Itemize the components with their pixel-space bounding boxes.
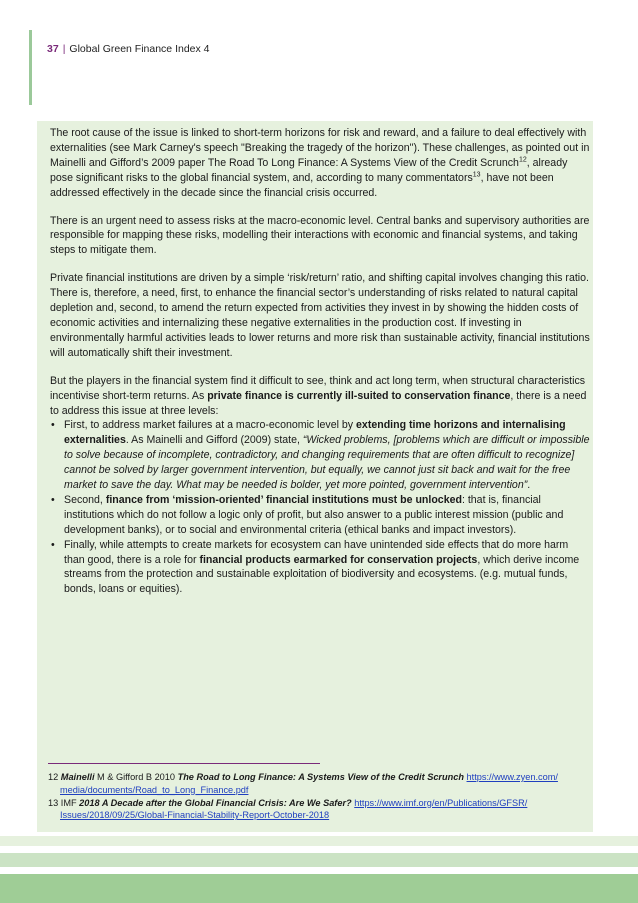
paragraph-3: Private financial institutions are driven by a simple ‘risk/return’ ratio, and shifting capital involves changing this ratio. There is, therefore, a need, first, to enhance the financial sector’s understanding of risks related to natural capital depletion and, second, to amend the return expected from activities they invest in by showing the hidden costs of economic activities and internalizing these negative externalities in the production cost. If investing in environmentally harmful activities leads to lower returns and more risk than sustainable activity, financial institutions will automatically shift their investment. [50,272,590,359]
bullet-item-3 [50,538,590,598]
bullet-3-bold: financial products earmarked for conservation projects [199,553,478,566]
footnote-12 [48,771,593,797]
paragraph-4-bold: private finance is currently ill-suited to conservation finance [207,389,511,402]
bullet-1-bold: extending time horizons and internalising externalities [64,419,566,447]
footer-band-light [0,836,638,846]
paragraph-1 [50,126,590,201]
header-separator: | [62,43,66,55]
footnote-13-link[interactable]: https://www.imf.org/en/Publications/GFSR/ [354,797,528,808]
footnote-12-authors: M & Gifford B 2010 [94,772,178,782]
paragraph-2: There is an urgent need to assess risks at the macro-economic level. Central banks and supervisory authorities are responsible for mapping these risks, modelling their interactions with economic and financial systems, and taking steps to mitigate them. [50,214,590,257]
bullet-icon: • [51,538,55,551]
bullet-2-text-b: : that is, financial institutions which do not follow a logic only of profit, but also answer to a public interest mission (public and development banks), or to social and environmental criteria (ethical banks and impact investors). [64,493,564,536]
bullet-item-1 [50,418,590,493]
page-number: 37 [47,43,59,55]
footnote-ref-12[interactable]: 12 [518,156,527,164]
footnote-12-link[interactable]: https://www.zyen.com/ [466,772,558,782]
footnote-13 [48,797,593,823]
footnote-12-link-cont[interactable]: media/documents/Road_to_Long_Finance.pdf [60,784,249,795]
document-title: Global Green Finance Index 4 [69,43,210,55]
bullet-item-2 [50,493,590,538]
footnote-12-author: Mainelli [60,772,95,782]
footnote-ref-13[interactable]: 13 [472,171,481,179]
paragraph-1-text-c: , have not been addressed effectively in the decade since the financial crisis occurred. [50,171,554,199]
paragraph-1-text-a: The root cause of the issue is linked to short-term horizons for risk and reward, and a failure to deal effectively with externalities (see Mark Carney's speech "Breaking the tragedy of the horizon"). These challenges, as pointed out in Mainelli and Gifford’s 2009 paper The Road To Long Finance: A Systems View of the Credit Scrunch [50,127,590,169]
footnote-13-link-cont[interactable]: Issues/2018/09/25/Global-Financial-Stability-Report-October-2018 [60,810,330,821]
paragraph-4 [50,374,590,419]
footnotes [48,771,593,822]
bullet-3-text-b: , which derive income streams from the protection and sustainable exploitation of biodiversity and ecosystems. (e.g. mutual funds, bonds, loans or equities). [64,553,580,596]
bullet-1-text-c: . [527,479,531,492]
paragraph-4-text-b: , there is a need to address this issue at three levels: [50,389,587,417]
header-accent-bar [29,30,32,105]
bullet-1-text-b: . As Mainelli and Gifford (2009) state, [125,434,303,447]
footnote-13-number: 13 [48,797,59,808]
paragraph-4-text-a: But the players in the financial system find it difficult to see, think and act long term, when structural characteristics incentivise short-term returns. As [50,374,586,402]
bullet-2-text-a: Second, [64,493,106,506]
body-text [50,126,590,597]
bullet-icon: • [51,419,55,432]
footer-band-mid [0,853,638,867]
bullet-1-quote: “Wicked problems, [problems which are difficult or impossible to solve because of incomplete, contradictory, and changing requirements that are often difficult to recognize] cannot be solved by larger government intervention, but equally, we cannot just sit back and wait for the free market to save the day. What may be needed is bolder, yet more pointed, government intervention” [64,434,590,492]
bullet-2-bold: finance from ‘mission-oriented’ financial institutions must be unlocked [105,493,462,506]
paragraph-1-text-b: , already pose significant risks to the global financial system, and, according to many commentators [50,156,568,184]
bullet-icon: • [51,493,55,506]
bullet-1-text-a: First, to address market failures at a macro-economic level by [64,419,357,432]
footnote-12-title: The Road to Long Finance: A Systems View of the Credit Scrunch [177,772,464,782]
footnote-12-number: 12 [48,772,59,782]
footnote-13-author: IMF [58,797,80,808]
footnote-divider [48,763,320,764]
bullet-3-text-a: Finally, while attempts to create markets for ecosystem can have unintended side effects that do more harm than good, there is a role for [64,538,569,566]
footer-band-dark [0,874,638,903]
bullet-list [50,418,590,597]
footnote-13-title: 2018 A Decade after the Global Financial Crisis: Are We Safer? [79,797,352,808]
running-header [47,43,210,55]
